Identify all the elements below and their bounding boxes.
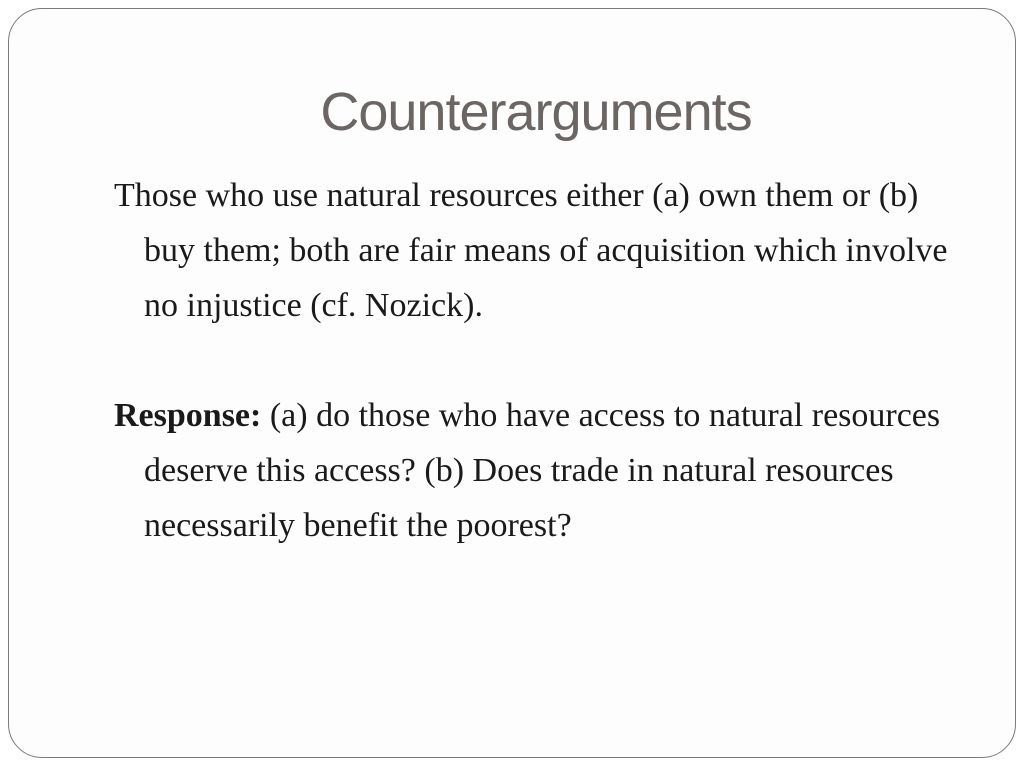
slide-title: Counterarguments bbox=[320, 82, 752, 142]
counterargument-text: Those who use natural resources either (a) own them or (b) buy them; both are fair means of acquisition which involve no injustice (cf. Nozick). bbox=[114, 177, 948, 324]
counterargument-paragraph bbox=[114, 168, 974, 333]
response-label: Response: bbox=[114, 397, 262, 434]
response-text: (a) do those who have access to natural resources deserve this access? (b) Does trade in natural resources necessarily benefit the poorest? bbox=[144, 397, 941, 544]
slide-body bbox=[114, 168, 974, 553]
response-paragraph bbox=[114, 388, 974, 553]
